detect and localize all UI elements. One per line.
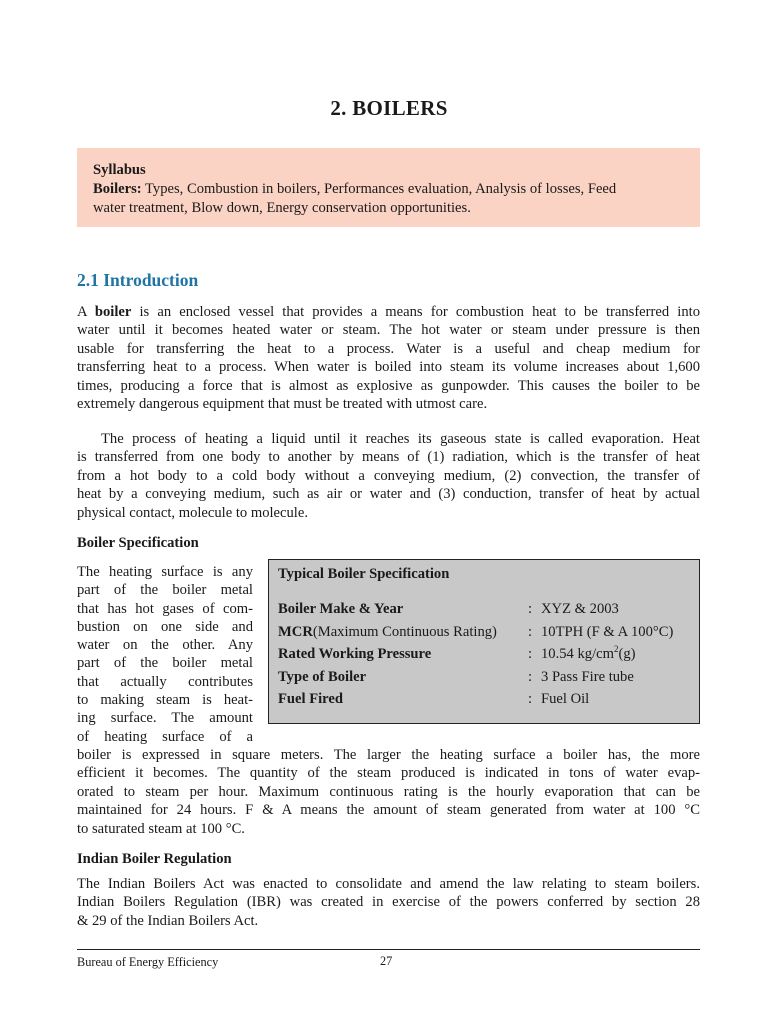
ibr-line: & 29 of the Indian Boilers Act. — [77, 912, 259, 929]
heating-surface-line: boiler is expressed in square meters. The larger the heating surface a boiler has, the more — [77, 747, 700, 763]
spec-box-title: Typical Boiler Specification — [278, 566, 450, 582]
evaporation-line: is transferred from one body to another by means of (1) radiation, which is the transfer of heat — [77, 449, 700, 466]
wrap-line: part of the boiler metal — [77, 655, 253, 672]
evaporation-paragraph — [77, 430, 700, 522]
evaporation-line: physical contact, molecule to molecule. — [77, 504, 308, 521]
syllabus-heading: Syllabus — [93, 162, 146, 178]
spec-colon: : — [528, 691, 533, 707]
intro-line: transferring heat to a process. When water is boiled into steam its volume increases about 1,600 — [77, 359, 700, 376]
spec-value: Fuel Oil — [541, 691, 590, 707]
syllabus-topics: Types, Combustion in boilers, Performances evaluation, Analysis of losses, Feed — [141, 181, 617, 197]
syllabus-line-2: water treatment, Blow down, Energy conservation opportunities. — [93, 200, 471, 216]
spec-key: Rated Working Pressure — [278, 646, 432, 662]
evaporation-line: heat by a conveying medium, such as air or water and (3) conduction, transfer of heat by actual — [77, 486, 700, 503]
ibr-paragraph — [77, 875, 700, 930]
wrap-line: to making steam is heat- — [77, 692, 253, 709]
spec-colon: : — [528, 601, 533, 617]
spec-row-make-year — [278, 600, 698, 622]
heating-surface-line: maintained for 24 hours. F & A means the amount of steam generated from water at 100 °C — [77, 802, 700, 819]
spec-colon: : — [528, 669, 533, 685]
heating-surface-wrapped-text — [77, 563, 253, 746]
intro-line: extremely dangerous equipment that must be treated with utmost care. — [77, 396, 488, 413]
intro-line: A boiler is an enclosed vessel that provides a means for combustion heat to be transferred into — [77, 304, 700, 320]
spec-key: Boiler Make & Year — [278, 601, 404, 617]
spec-value: XYZ & 2003 — [541, 601, 619, 617]
page-number: 27 — [380, 954, 393, 968]
wrap-line: The heating surface is any — [77, 564, 253, 580]
wrap-line: ing surface. The amount — [77, 710, 253, 727]
spec-value: 10TPH (F & A 100°C) — [541, 624, 674, 640]
heating-surface-line: to saturated steam at 100 °C. — [77, 820, 245, 837]
spec-row-pressure — [278, 645, 698, 667]
page-title: 2. BOILERS — [330, 96, 448, 120]
syllabus-boilers-label: Boilers: — [93, 181, 142, 197]
boiler-term: boiler — [94, 304, 132, 320]
footer-divider — [77, 949, 700, 950]
spec-value: 10.54 $kg/cm^2(g)$ — [541, 644, 636, 662]
wrap-line: that has hot gases of com- — [77, 600, 253, 617]
evaporation-line: from a hot body to a cold body without a conveying medium, (2) convection, the transfer of — [77, 467, 700, 484]
intro-line: usable for transferring the heat to a process. Water is a useful and cheap medium for — [77, 340, 700, 357]
indian-boiler-regulation-heading: Indian Boiler Regulation — [77, 851, 232, 867]
heating-surface-paragraph-continued — [77, 746, 700, 838]
syllabus-box — [77, 148, 700, 227]
section-heading-introduction: 2.1 Introduction — [77, 270, 199, 290]
intro-line: times, producing a force that is almost as explosive as gunpowder. This causes the boiler to be — [77, 377, 700, 394]
intro-line: water until it becomes heated water or steam. The hot water or steam under pressure is then — [77, 322, 700, 339]
boiler-specification-heading: Boiler Specification — [77, 535, 199, 551]
spec-row-mcr — [278, 623, 698, 645]
footer-organization: Bureau of Energy Efficiency — [77, 955, 219, 969]
spec-row-fuel — [278, 690, 698, 712]
typical-boiler-specification-box — [268, 559, 700, 724]
wrap-line: water on the other. Any — [77, 637, 253, 654]
heating-surface-line: efficient it becomes. The quantity of the steam produced is indicated in tons of water evap- — [77, 765, 700, 782]
spec-key: Fuel Fired — [278, 691, 343, 707]
wrap-line: that actually contributes — [77, 673, 253, 690]
spec-value: 3 Pass Fire tube — [541, 669, 634, 685]
spec-key: Type of Boiler — [278, 669, 367, 685]
spec-colon: : — [528, 624, 533, 640]
spec-key: MCR(Maximum Continuous Rating) — [278, 624, 497, 640]
intro-paragraph — [77, 303, 700, 413]
wrap-line: bustion on one side and — [77, 618, 253, 635]
syllabus-line-1 — [93, 180, 684, 199]
ibr-line: Indian Boilers Regulation (IBR) was created in exercise of the powers conferred by section 28 — [77, 894, 700, 911]
wrap-line: of heating surface of a — [77, 728, 253, 745]
wrap-line: part of the boiler metal — [77, 582, 253, 599]
spec-row-type — [278, 668, 698, 690]
ibr-line: The Indian Boilers Act was enacted to consolidate and amend the law relating to steam boilers. — [77, 876, 700, 892]
evaporation-line: The process of heating a liquid until it reaches its gaseous state is called evaporation. Heat — [101, 431, 700, 447]
spec-colon: : — [528, 646, 533, 662]
heating-surface-line: orated to steam per hour. Maximum continuous rating is the hourly evaporation that can be — [77, 783, 700, 800]
